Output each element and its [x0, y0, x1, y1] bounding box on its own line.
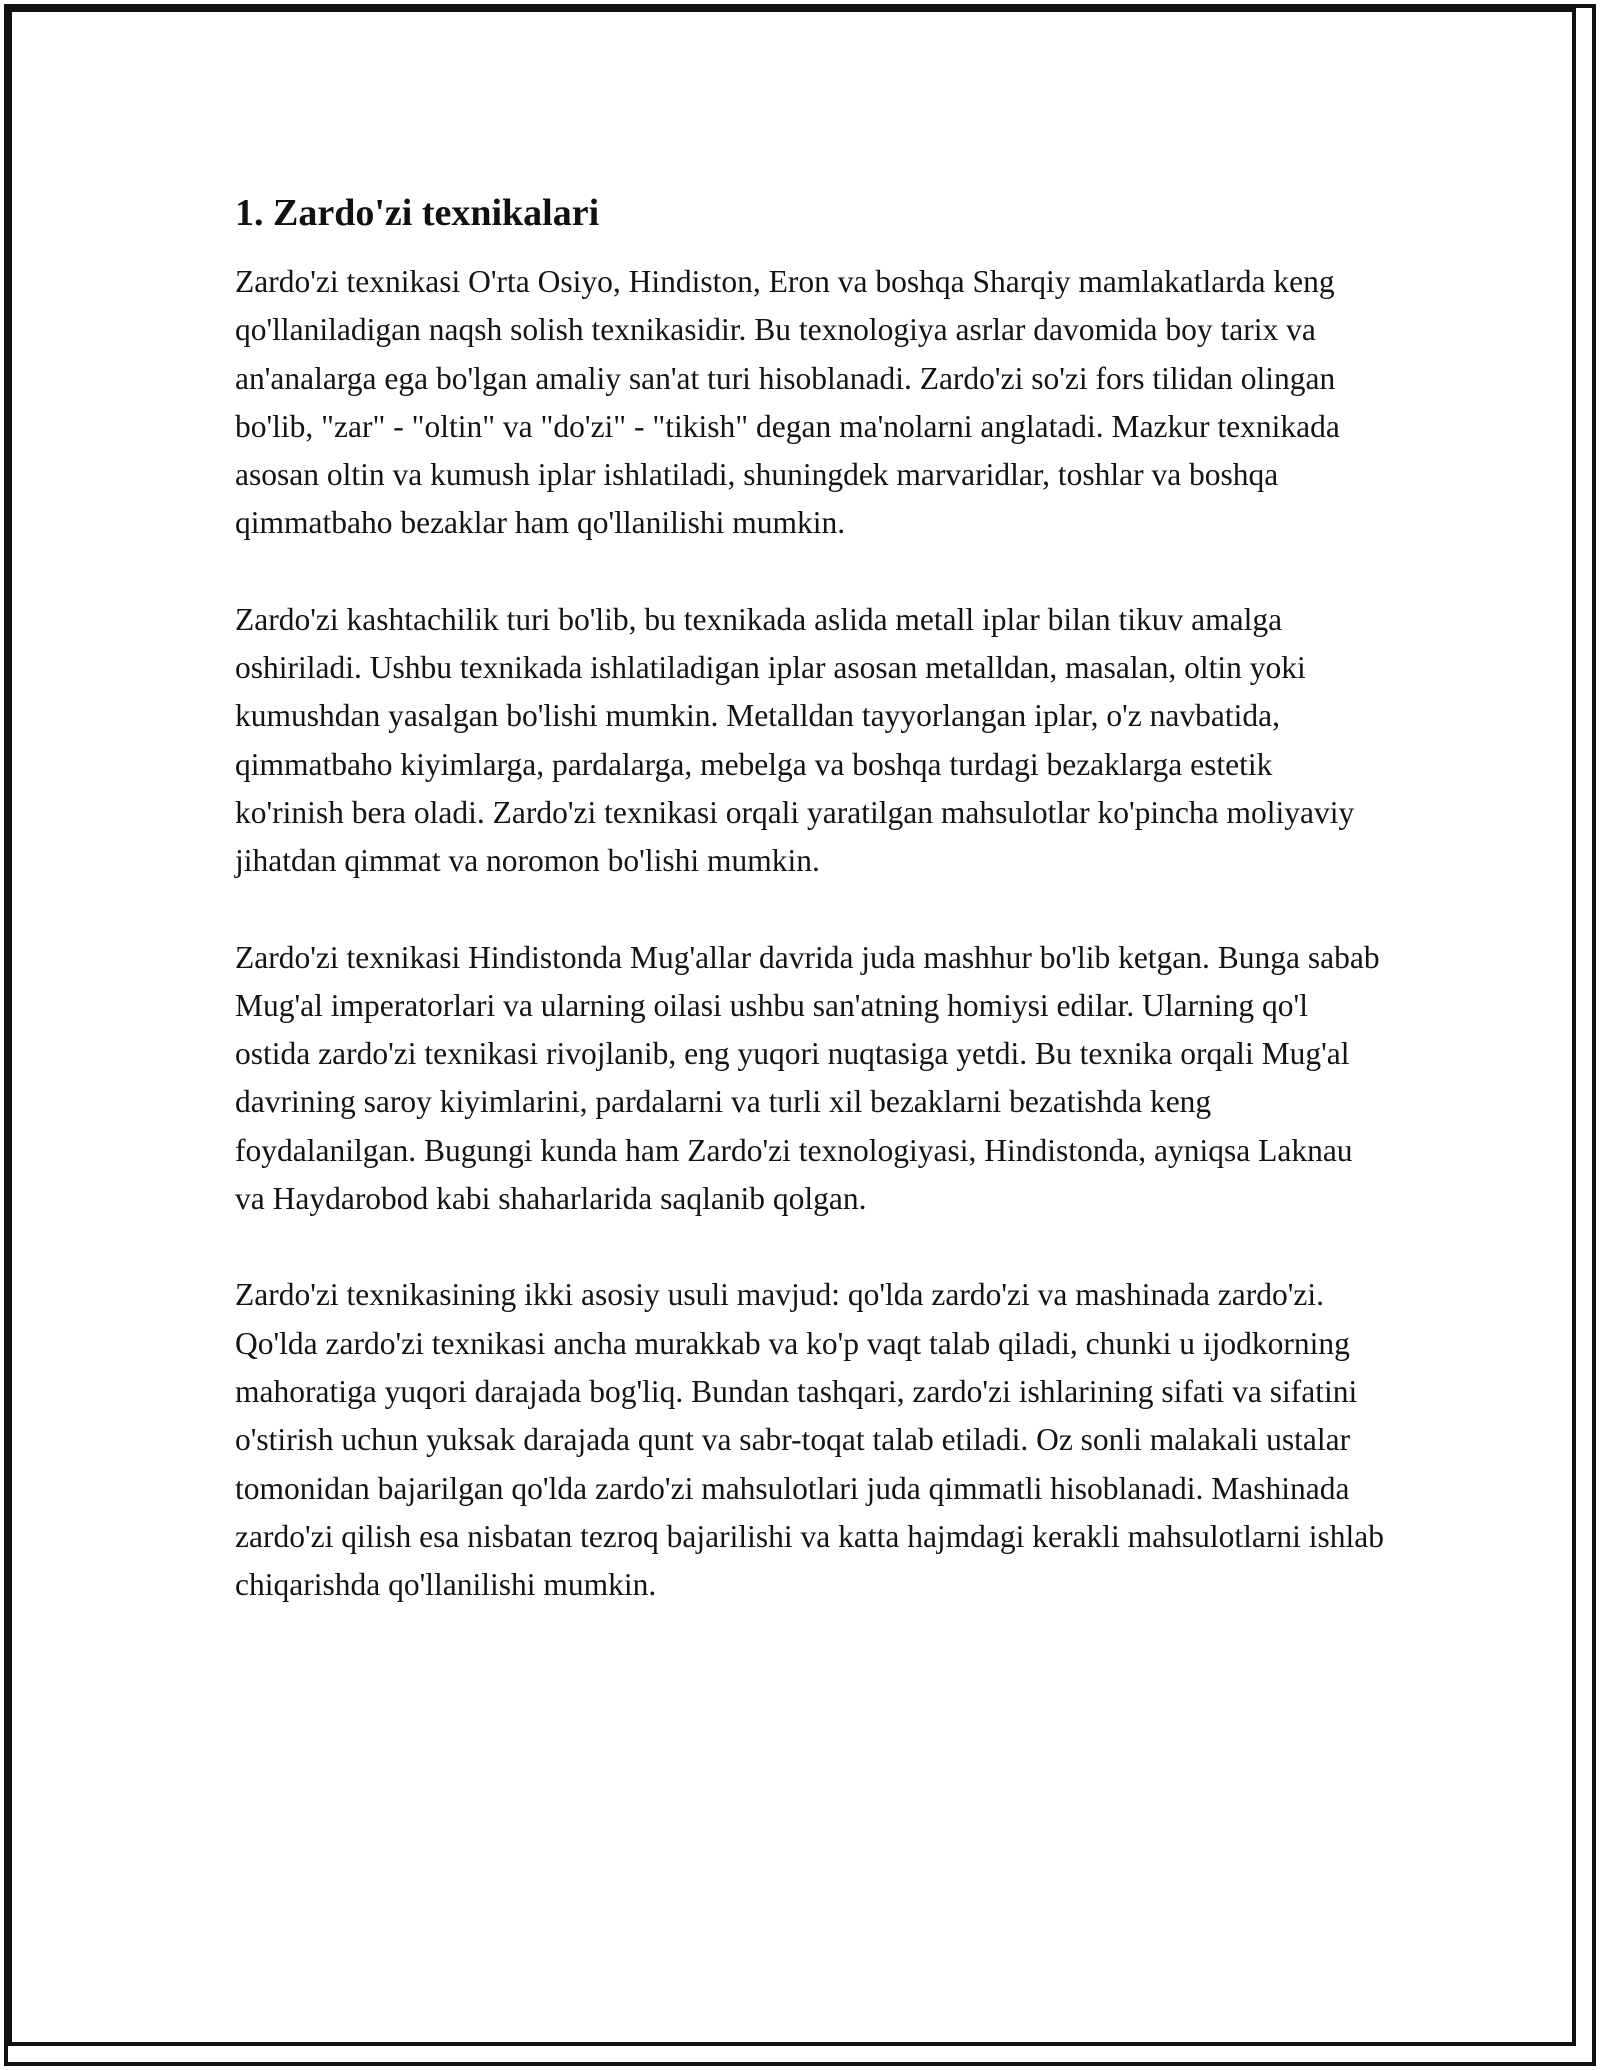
paragraph-2: Zardo'zi kashtachilik turi bo'lib, bu texnikada aslida metall iplar bilan tikuv amalga oshiriladi. Ushbu texnikada ishlatiladigan iplar asosan metalldan, masalan, oltin yoki kumushdan yasalgan bo'lishi mumkin. Metalldan tayyorlangan iplar, o'z navbatida, qimmatbaho kiyimlarga, pardalarga, mebelga va boshqa turdagi bezaklarga estetik ko'rinish bera oladi. Zardo'zi texnikasi orqali yaratilgan mahsulotlar ko'pincha moliyaviy jihatdan qimmat va noromon bo'lishi mumkin.: [235, 601, 1355, 879]
document-body: [235, 188, 1385, 1657]
paragraph-1: Zardo'zi texnikasi O'rta Osiyo, Hindiston, Eron va boshqa Sharqiy mamlakatlarda keng qo'llaniladigan naqsh solish texnikasidir. Bu texnologiya asrlar davomida boy tarix va an'analarga ega bo'lgan amaliy san'at turi hisoblanadi. Zardo'zi so'zi fors tilidan olingan bo'lib, "zar" - "oltin" va "do'zi" - "tikish" degan ma'nolarni anglatadi. Mazkur texnikada asosan oltin va kumush iplar ishlatiladi, shuningdek marvaridlar, toshlar va boshqa qimmatbaho bezaklar ham qo'llanilishi mumkin.: [235, 264, 1340, 541]
paragraph-3: Zardo'zi texnikasi Hindistonda Mug'allar davrida juda mashhur bo'lib ketgan. Bunga sabab Mug'al imperatorlari va ularning oilasi ushbu san'atning homiysi edilar. Ularning qo'l ostida zardo'zi texnikasi rivojlanib, eng yuqori nuqtasiga yetdi. Bu texnika orqali Mug'al davrining saroy kiyimlarini, pardalarni va turli xil bezaklarni bezatishda keng foydalanilgan. Bugungi kunda ham Zardo'zi texnologiyasi, Hindistonda, ayniqsa Laknau va Haydarobod kabi shaharlarida saqlanib qolgan.: [235, 939, 1380, 1217]
section-heading: 1. Zardo'zi texnikalari: [235, 192, 600, 234]
paragraph-4: Zardo'zi texnikasining ikki asosiy usuli mavjud: qo'lda zardo'zi va mashinada zardo'zi. Qo'lda zardo'zi texnikasi ancha murakkab va ko'p vaqt talab qiladi, chunki u ijodkorning mahoratiga yuqori darajada bog'liq. Bundan tashqari, zardo'zi ishlarining sifati va sifatini o'stirish uchun yuksak darajada qunt va sabr-toqat talab etiladi. Oz sonli malakali ustalar tomonidan bajarilgan qo'lda zardo'zi mahsulotlari juda qimmatli hisoblanadi. Mashinada zardo'zi qilish esa nisbatan tezroq bajarilishi va katta hajmdagi kerakli mahsulotlarni ishlab chiqarishda qo'llanilishi mumkin.: [235, 1277, 1384, 1603]
